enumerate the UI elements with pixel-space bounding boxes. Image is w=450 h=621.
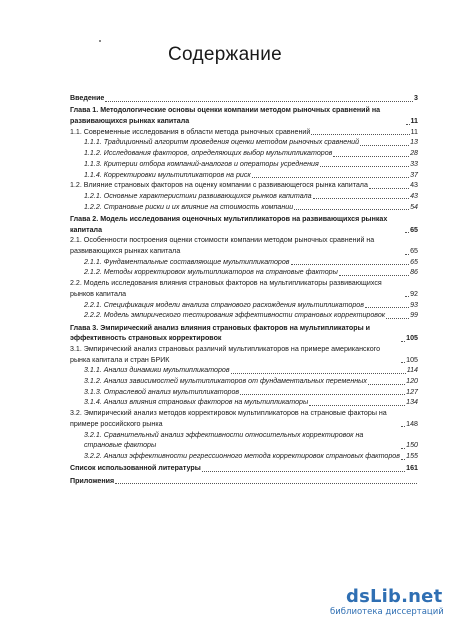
toc-page-number: 33 — [410, 159, 418, 168]
toc-page-number: 120 — [406, 377, 418, 386]
toc-page-number: 92 — [410, 289, 418, 298]
toc-page-number: 99 — [410, 311, 418, 320]
toc-entry-title: 3.1.2. Анализ зависимостей мультипликаторов от фундаментальных переменных — [84, 377, 367, 386]
toc-entry-title: 3.1.4. Анализ влияния страновых факторов на мультипликаторы — [84, 398, 309, 407]
toc-subsection[interactable] — [70, 397, 418, 408]
watermark-subtitle: библиотека диссертаций — [330, 607, 444, 617]
toc-dot-leader — [202, 471, 405, 472]
toc-page-number: 155 — [406, 451, 418, 460]
toc-page-number: 11 — [410, 117, 418, 125]
toc-subsection[interactable] — [70, 267, 418, 278]
toc-section[interactable] — [70, 127, 418, 138]
toc-dot-leader — [240, 394, 405, 395]
toc-entry-title: 3.1.1. Анализ динамики мультипликаторов — [84, 366, 230, 375]
toc-page-number: 134 — [406, 398, 418, 407]
toc-page-number: 37 — [410, 170, 418, 179]
toc-entry-title: Глава 3. Эмпирический анализ влияния страновых факторов на мультипликаторы и эффективность страновых корректировок — [70, 323, 370, 343]
toc-subsection[interactable] — [70, 170, 418, 181]
toc-dot-leader — [405, 232, 409, 233]
toc-chapter[interactable] — [70, 463, 418, 474]
toc-dot-leader — [105, 101, 413, 102]
toc-dot-leader — [333, 156, 409, 157]
toc-section[interactable] — [70, 180, 418, 191]
toc-page-number: 54 — [410, 202, 418, 211]
toc-dot-leader — [401, 448, 405, 449]
toc-subsection[interactable] — [70, 310, 418, 321]
toc-entry-title: 1.1.1. Традиционный алгоритм проведения оценки методом рыночных сравнений — [84, 138, 360, 147]
toc-page-number: 43 — [410, 181, 418, 190]
toc-entry-title: 1.1. Современные исследования в области метода рыночных сравнений — [70, 127, 311, 136]
page-title: Содержание — [167, 44, 283, 65]
toc-page-number: 93 — [410, 300, 418, 309]
toc-entry-title: 1.2. Влияние страновых факторов на оценку компании с развивающегося рынка капитала — [70, 181, 368, 190]
toc-page-number: 150 — [406, 441, 418, 450]
toc-page-number: 65 — [410, 225, 418, 234]
toc-dot-leader — [405, 296, 409, 297]
toc-subsection[interactable] — [70, 148, 418, 159]
toc-dot-leader — [311, 134, 409, 135]
toc-chapter[interactable] — [70, 214, 418, 235]
toc-subsection[interactable] — [70, 430, 418, 451]
toc-dot-leader — [405, 254, 409, 255]
toc-entry-title: 1.1.2. Исследования факторов, определяющих выбор мультипликаторов — [84, 149, 333, 158]
toc-page-number: 65 — [410, 257, 418, 266]
toc-page-number: 127 — [406, 387, 418, 396]
toc-entry-title: 3.2.2. Анализ эффективности регрессионного метода корректировок страновых факторов — [84, 451, 400, 460]
scan-speck — [99, 40, 101, 42]
toc-dot-leader — [309, 405, 405, 406]
toc-page-number: 161 — [406, 464, 418, 473]
toc-dot-leader — [339, 275, 409, 276]
toc-section[interactable] — [70, 344, 418, 365]
toc-page-number: 43 — [410, 191, 418, 200]
toc-chapter[interactable] — [70, 105, 418, 126]
toc-subsection[interactable] — [70, 191, 418, 202]
toc-subsection[interactable] — [70, 257, 418, 268]
toc-subsection[interactable] — [70, 451, 418, 462]
toc-section[interactable] — [70, 278, 418, 299]
toc-entry-title: Глава 2. Модель исследования оценочных мультипликаторов на развивающихся рынках капитала — [70, 214, 388, 234]
toc-page-number: 105 — [406, 334, 418, 343]
toc-page-number: 13 — [410, 138, 418, 147]
toc-dot-leader — [320, 166, 409, 167]
toc-dot-leader — [291, 264, 410, 265]
toc-subsection[interactable] — [70, 202, 418, 213]
toc-section[interactable] — [70, 408, 418, 429]
toc-dot-leader — [401, 341, 405, 342]
toc-entry-title: 2.1.1. Фундаментальные составляющие мультипликаторов — [84, 257, 290, 266]
toc-subsection[interactable] — [70, 387, 418, 398]
toc-subsection[interactable] — [70, 159, 418, 170]
toc-page-number: 105 — [406, 355, 418, 364]
toc-entry-title: 1.2.1. Основные характеристики развивающихся рынков капитала — [84, 191, 312, 200]
toc-section[interactable] — [70, 235, 418, 256]
toc-chapter[interactable] — [70, 93, 418, 104]
toc-entry-title: Приложения — [70, 476, 115, 485]
toc-entry-title: 3.2.1. Сравнительный анализ эффективности относительных корректировок на страновые факторы — [84, 430, 364, 450]
toc-page-number: 11 — [410, 127, 418, 136]
toc-dot-leader — [115, 483, 417, 484]
toc-chapter[interactable] — [70, 323, 418, 344]
toc-subsection[interactable] — [70, 376, 418, 387]
toc-subsection[interactable] — [70, 300, 418, 311]
toc-entry-title: 3.1. Эмпирический анализ страновых различий мультипликаторов на примере американского рынка капитала и стран БРИК — [70, 344, 381, 364]
toc-entry-title: 2.2.1. Спецификация модели анализа странового расхождения мультипликаторов — [84, 300, 364, 309]
toc-subsection[interactable] — [70, 365, 418, 376]
watermark-logo: dsLib.net — [346, 586, 443, 607]
toc-dot-leader — [313, 198, 410, 199]
toc-dot-leader — [401, 426, 405, 427]
toc-page-number: 148 — [406, 419, 418, 428]
toc-entry-title: 1.2.2. Страновые риски и их влияние на стоимость компании — [84, 202, 294, 211]
toc-entry-title: 1.1.4. Корректировки мультипликаторов на риск — [84, 170, 251, 179]
toc-page-number: 86 — [410, 268, 418, 277]
toc-dot-leader — [231, 373, 406, 374]
toc-entry-title: 2.1.2. Методы корректировок мультипликаторов на страновые факторы — [84, 268, 338, 277]
toc-entry-title: Глава 1. Методологические основы оценки компании методом рыночных сравнений на развивающихся рынках капитала — [70, 106, 381, 125]
toc-dot-leader — [406, 124, 410, 125]
toc-dot-leader — [386, 318, 409, 319]
toc-entry-title: Список использованной литературы — [70, 464, 201, 473]
toc-entry-title: 2.2.2. Модель эмпирического тестирования эффективности страновых корректировок — [84, 311, 386, 320]
toc-entry-title: 3.2. Эмпирический анализ методов корректировок мультипликаторов на страновые факторы на примере российского рынка — [70, 409, 387, 428]
toc-page-number: 3 — [414, 94, 418, 102]
toc-chapter[interactable] — [70, 476, 418, 487]
toc-entry-title: 2.1. Особенности построения оценки стоимости компании методом рыночных сравнений на развивающихся рынках капитала — [70, 236, 375, 256]
toc-entry-title: 3.1.3. Отраслевой анализ мультипликаторов — [84, 387, 240, 396]
toc-subsection[interactable] — [70, 137, 418, 148]
toc-dot-leader — [401, 459, 405, 460]
toc-page-number: 28 — [410, 149, 418, 158]
toc-dot-leader — [294, 209, 409, 210]
toc-page-number: 114 — [406, 366, 418, 375]
table-of-contents — [70, 93, 418, 486]
toc-entry-title: Введение — [70, 94, 105, 102]
toc-dot-leader — [401, 362, 405, 363]
toc-entry-title: 2.2. Модель исследования влияния страновых факторов на мультипликаторы развивающихся рынков капитала — [70, 279, 382, 298]
toc-dot-leader — [365, 307, 409, 308]
watermark — [330, 586, 450, 621]
toc-entry-title: 1.1.3. Критерии отбора компаний-аналогов и операторы усреднения — [84, 159, 319, 168]
toc-dot-leader — [252, 177, 409, 178]
toc-page-number: 65 — [410, 247, 418, 256]
toc-dot-leader — [369, 188, 409, 189]
toc-dot-leader — [368, 384, 405, 385]
toc-dot-leader — [360, 145, 409, 146]
